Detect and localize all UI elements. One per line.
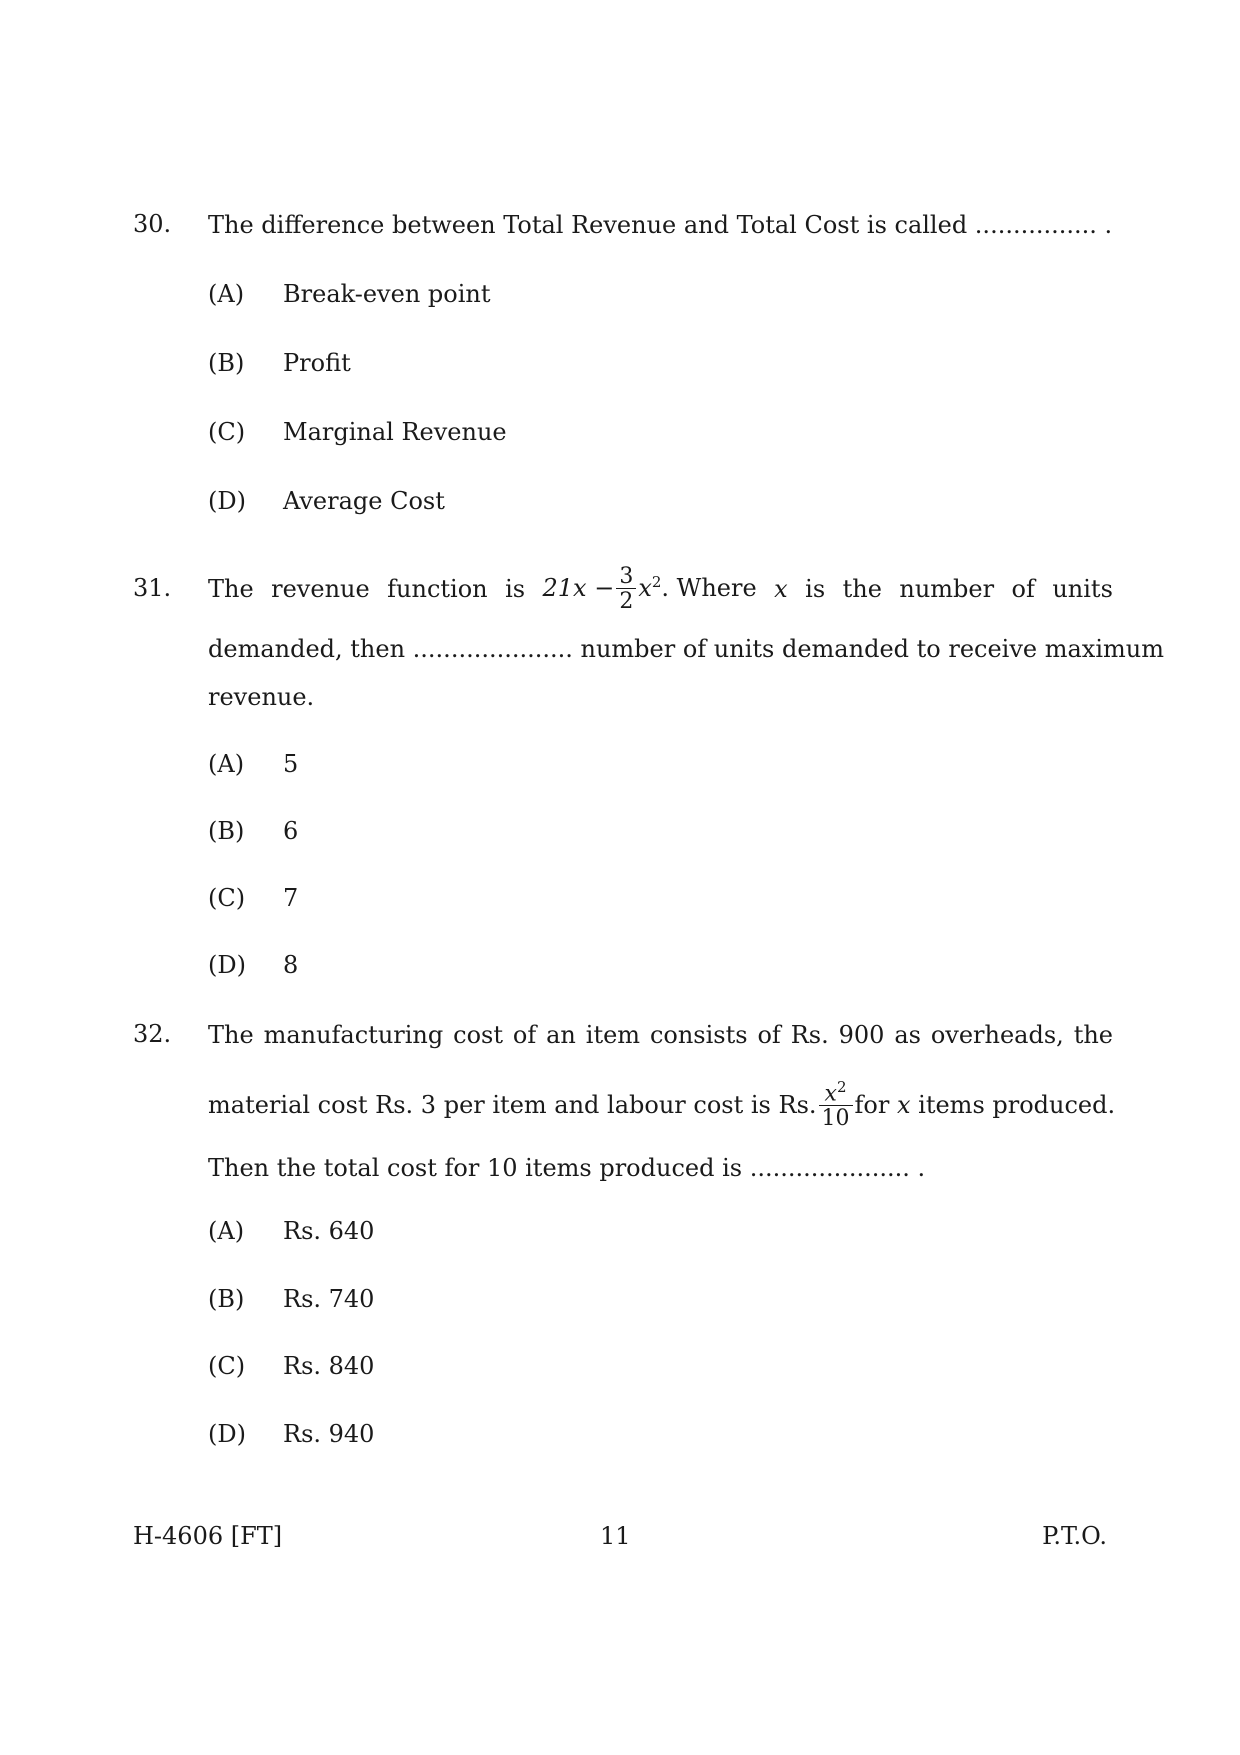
fraction-denominator: 2 bbox=[616, 588, 636, 613]
option-label: (D) bbox=[208, 951, 246, 979]
option-d bbox=[0, 487, 1240, 517]
option-label: (C) bbox=[208, 418, 246, 446]
expr-lead: 21x − bbox=[542, 573, 615, 602]
question-number: 31. bbox=[133, 574, 172, 602]
option-label: (D) bbox=[208, 487, 246, 515]
question-number: 30. bbox=[133, 210, 172, 238]
question-text: The difference between Total Revenue and Total Cost is called ................ . bbox=[208, 211, 1113, 239]
question-text-line-1: The manufacturing cost of an item consists of Rs. 900 as overheads, the bbox=[208, 1021, 1113, 1049]
fraction-variable: x bbox=[824, 1081, 837, 1107]
option-c bbox=[0, 418, 1240, 448]
fraction-denominator: 10 bbox=[819, 1105, 853, 1130]
option-text: Break-even point bbox=[283, 280, 491, 308]
page-number: 11 bbox=[600, 1522, 631, 1550]
paper-code: H-4606 [FT] bbox=[133, 1522, 283, 1550]
word: items produced. bbox=[918, 1091, 1116, 1119]
word: . Where bbox=[661, 573, 757, 602]
option-label: (A) bbox=[208, 750, 245, 778]
option-d bbox=[0, 951, 1240, 981]
option-b bbox=[0, 349, 1240, 379]
question-text-line-2: demanded, then ..................... number of units demanded to receive maximum bbox=[208, 635, 1164, 663]
please-turn-over: P.T.O. bbox=[1042, 1522, 1107, 1550]
fraction-numerator: 3 bbox=[619, 563, 634, 589]
word: x bbox=[896, 1091, 911, 1119]
option-text: Rs. 840 bbox=[283, 1352, 375, 1380]
option-b bbox=[0, 1285, 1240, 1315]
option-text: 6 bbox=[283, 817, 299, 845]
option-text: 7 bbox=[283, 884, 299, 912]
option-text: 5 bbox=[283, 750, 299, 778]
option-a bbox=[0, 750, 1240, 780]
line-tail bbox=[855, 1090, 1116, 1120]
option-text: Average Cost bbox=[283, 487, 445, 515]
option-d bbox=[0, 1420, 1240, 1450]
word: revenue bbox=[271, 575, 370, 603]
option-text: Rs. 740 bbox=[283, 1285, 375, 1313]
word: The bbox=[208, 575, 254, 603]
expr-variable: x bbox=[638, 573, 652, 602]
word: of bbox=[1011, 575, 1035, 603]
word: for bbox=[854, 1091, 890, 1119]
word: function bbox=[387, 575, 488, 603]
fraction bbox=[819, 1077, 853, 1132]
revenue-expression bbox=[542, 563, 757, 614]
option-label: (B) bbox=[208, 349, 245, 377]
question-text-line-2 bbox=[208, 1075, 1116, 1135]
option-label: (B) bbox=[208, 817, 245, 845]
option-text: Rs. 640 bbox=[283, 1217, 375, 1245]
question-text-line-1 bbox=[208, 562, 1113, 616]
option-label: (A) bbox=[208, 280, 245, 308]
expr-exponent: 2 bbox=[651, 572, 662, 591]
option-b bbox=[0, 817, 1240, 847]
word: the bbox=[842, 575, 882, 603]
line-lead: material cost Rs. 3 per item and labour cost is Rs. bbox=[208, 1091, 817, 1119]
option-label: (D) bbox=[208, 1420, 246, 1448]
question-number: 32. bbox=[133, 1020, 172, 1048]
option-a bbox=[0, 280, 1240, 310]
question-text-line-3: revenue. bbox=[208, 683, 315, 711]
word: x bbox=[774, 575, 788, 603]
fraction-exponent: 2 bbox=[836, 1077, 847, 1096]
fraction bbox=[616, 563, 636, 614]
option-text: Profit bbox=[283, 349, 351, 377]
fraction-numerator bbox=[822, 1077, 850, 1107]
option-c bbox=[0, 884, 1240, 914]
option-a bbox=[0, 1217, 1240, 1247]
option-text: 8 bbox=[283, 951, 299, 979]
word: number bbox=[899, 575, 995, 603]
option-text: Rs. 940 bbox=[283, 1420, 375, 1448]
option-label: (B) bbox=[208, 1285, 245, 1313]
question-text-line-3: Then the total cost for 10 items produced is ..................... . bbox=[208, 1154, 926, 1182]
option-label: (A) bbox=[208, 1217, 245, 1245]
option-label: (C) bbox=[208, 1352, 246, 1380]
option-text: Marginal Revenue bbox=[283, 418, 507, 446]
word: is bbox=[805, 575, 826, 603]
word: is bbox=[505, 575, 526, 603]
option-c bbox=[0, 1352, 1240, 1382]
word: units bbox=[1052, 575, 1113, 603]
option-label: (C) bbox=[208, 884, 246, 912]
